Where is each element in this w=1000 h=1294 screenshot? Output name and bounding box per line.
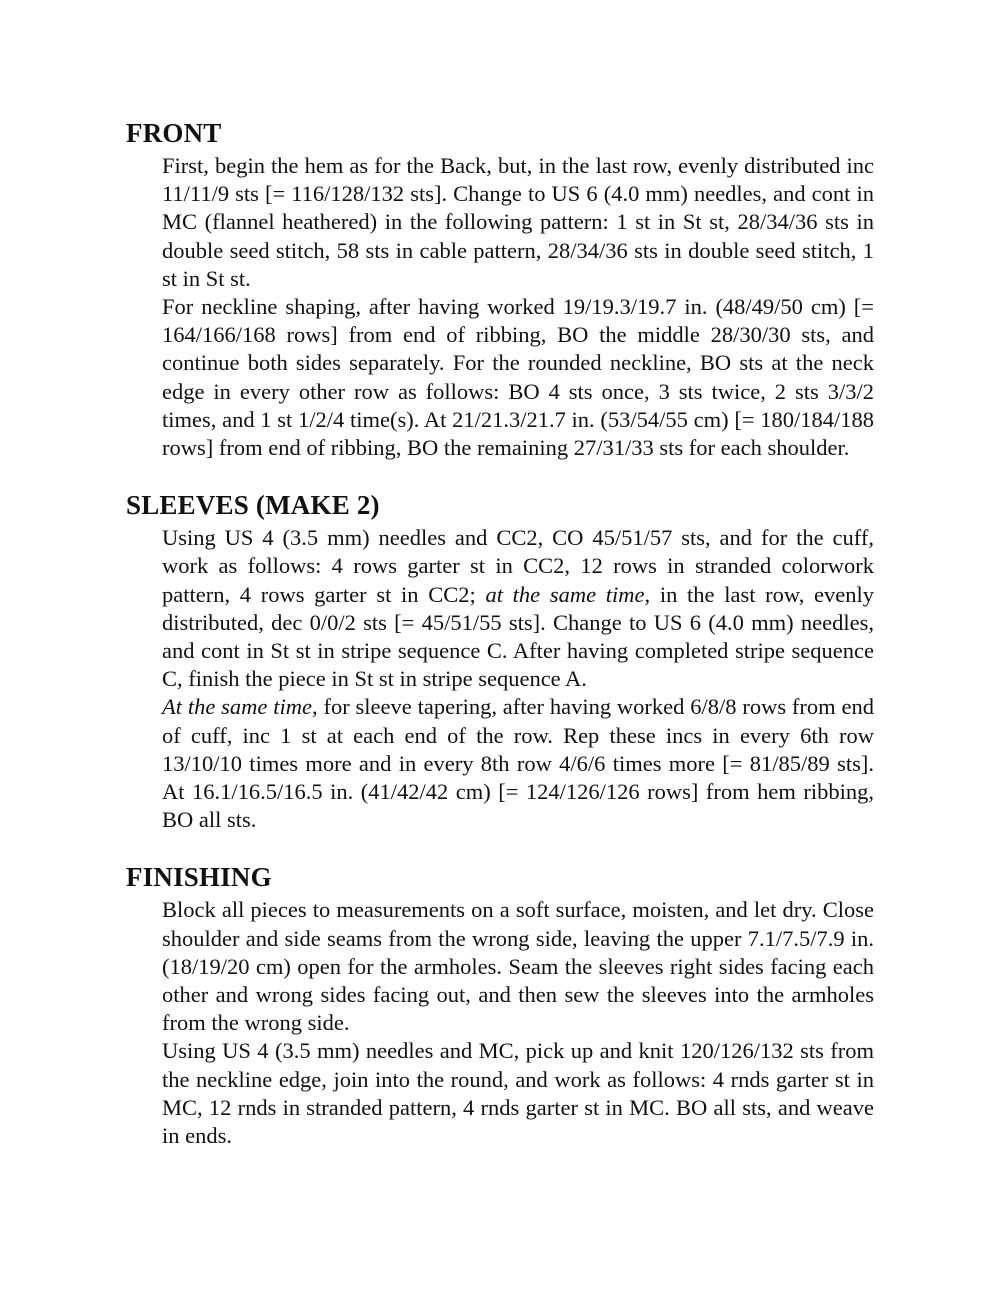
finishing-paragraph-2: Using US 4 (3.5 mm) needles and MC, pick up and knit 120/126/132 sts from the neckline edge, join into the round, and work as follows: 4 rnds garter st in MC, 12 rnds in stranded pattern, 4 rnds garter st in MC. BO all sts, and weave in ends. [162, 1038, 874, 1149]
sleeves-paragraph-2 [162, 693, 874, 834]
sleeves-heading: SLEEVES (MAKE 2) [126, 490, 380, 521]
finishing-section [126, 858, 874, 1150]
front-section [126, 114, 874, 462]
front-paragraph-2: For neckline shaping, after having worked 19/19.3/19.7 in. (48/49/50 cm) [= 164/166/168 rows] from end of ribbing, BO the middle 28/30/30 sts, and continue both sides separately. For the rounded neckline, BO sts at the neck edge in every other row as follows: BO 4 sts once, 3 sts twice, 2 sts 3/3/2 times, and 1 st 1/2/4 time(s). At 21/21.3/21.7 in. (53/54/55 cm) [= 180/184/188 rows] from end of ribbing, BO the remaining 27/31/33 sts for each shoulder. [162, 294, 874, 461]
front-heading: FRONT [126, 118, 222, 148]
sleeves-p1-italic: at the same time [485, 581, 645, 607]
sleeves-section [126, 486, 874, 834]
sleeves-paragraph-1 [162, 524, 874, 693]
finishing-heading: FINISHING [126, 862, 272, 893]
sleeves-p2-text-b: , for sleeve tapering, after having worked 6/8/8 rows from end of cuff, inc 1 st at each end of the row. Rep these incs in every 6th row 13/10/10 times more and in every 8th row 4/6/6 times more [= 81/85/89 sts]. At 16.1/16.5/16.5 in. (41/42/42 cm) [= 124/126/126 rows] from hem ribbing, BO all sts. [162, 694, 874, 833]
sleeves-p1-text-a: Using US 4 (3.5 mm) needles and CC2, CO 45/51/57 sts, and for the cuff, work as follows: 4 rows garter st in CC2, 12 rows in stranded colorwork pattern, 4 rows garter st in CC2; [162, 525, 874, 607]
sleeves-p1-text-b: , in the last row, evenly distributed, dec 0/0/2 sts [= 45/51/55 sts]. Change to US 6 (4.0 mm) needles, and cont in St st in stripe sequence C. After having completed stripe sequence C, finish the piece in St st in stripe sequence A. [162, 581, 874, 692]
front-paragraph-1: First, begin the hem as for the Back, but, in the last row, evenly distributed inc 11/11/9 sts [= 116/128/132 sts]. Change to US 6 (4.0 mm) needles, and cont in MC (flannel heathered) in the following pattern: 1 st in St st, 28/34/36 sts in double seed stitch, 58 sts in cable pattern, 28/34/36 sts in double seed stitch, 1 st in St st. [162, 153, 874, 291]
finishing-paragraph-1: Block all pieces to measurements on a soft surface, moisten, and let dry. Close shoulder and side seams from the wrong side, leaving the upper 7.1/7.5/7.9 in. (18/19/20 cm) open for the armholes. Seam the sleeves right sides facing each other and wrong sides facing out, and then sew the sleeves into the armholes from the wrong side. [162, 897, 874, 1036]
document-page [126, 114, 874, 1150]
sleeves-p2-italic: At the same time [162, 694, 312, 720]
